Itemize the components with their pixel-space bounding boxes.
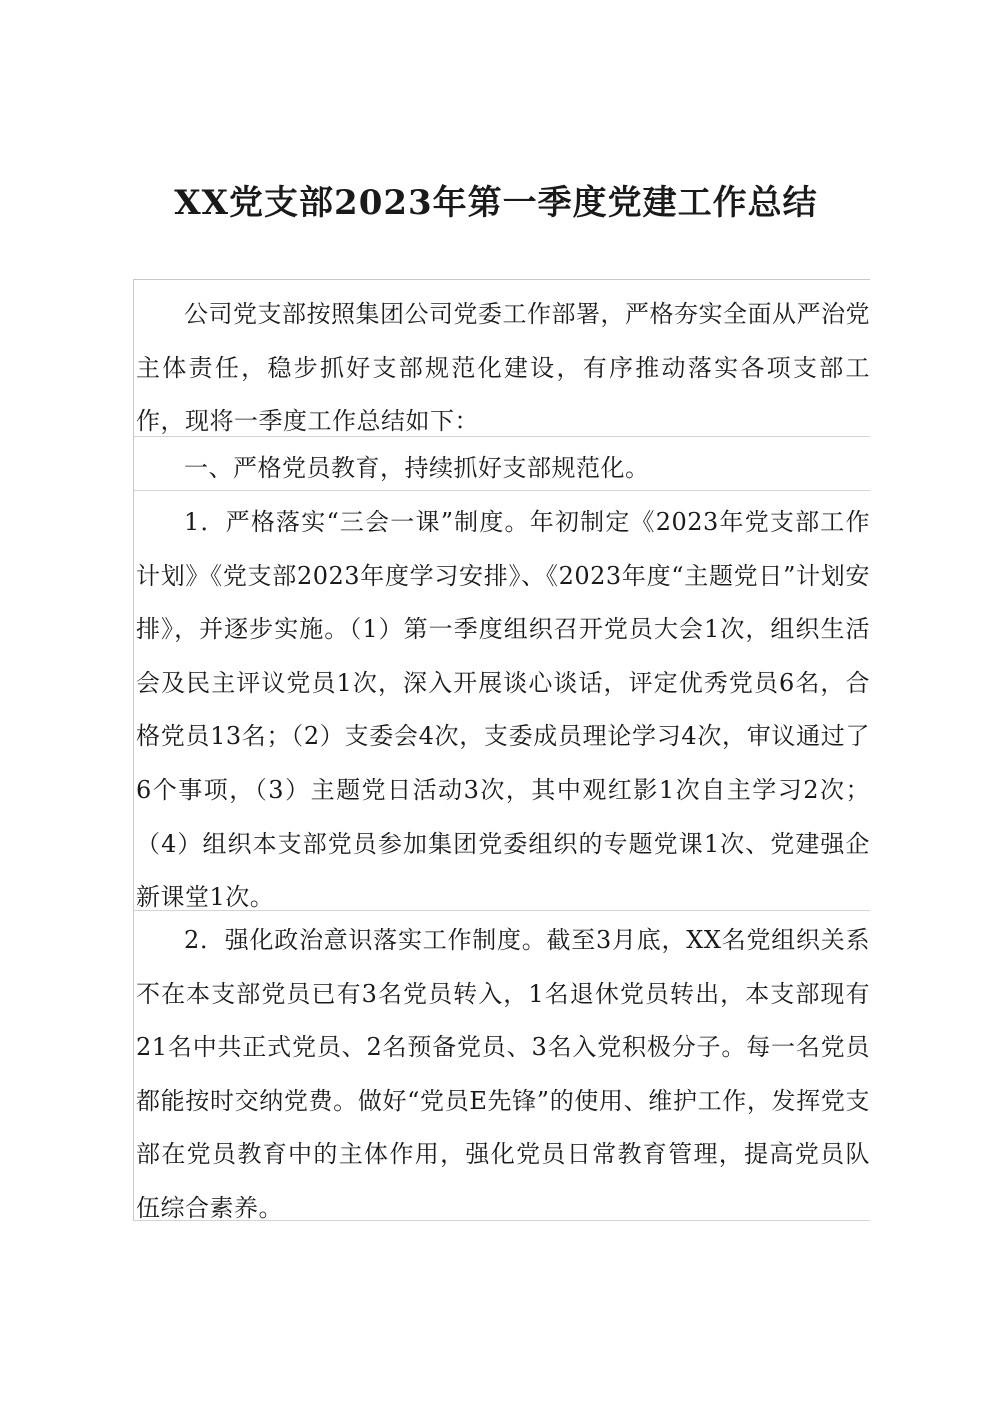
document-title: XX党支部2023年第一季度党建工作总结 [174,183,818,223]
paragraph-divider [134,436,870,437]
item-1-paragraph: 1．严格落实“三会一课”制度。年初制定《2023年党支部工作计划》《党支部2023年度学习安排》、《2023年度“主题党日”计划安排》，并逐步实施。（1）第一季度组织召开党员大会1次，组织生活会及民主评议党员1次，深入开展谈心谈话，评定优秀党员6名，合格党员13名；（2）支委会4次，支委成员理论学习4次，审议通过了6个事项，（3）主题党日活动3次，其中观红影1次自主学习2次；（4）组织本支部党员参加集团党委组织的专题党课1次、党建强企新课堂1次。 [136,508,870,912]
item-2-paragraph: 2．强化政治意识落实工作制度。截至3月底，XX名党组织关系不在本支部党员已有3名党员转入，1名退休党员转出，本支部现有21名中共正式党员、2名预备党员、3名入党积极分子。每一名党员都能按时交纳党费。做好“党员E先锋”的使用、维护工作，发挥党支部在党员教育中的主体作用，强化党员日常教育管理，提高党员队伍综合素养。 [136,926,870,1222]
document-body [133,279,870,1221]
intro-paragraph: 公司党支部按照集团公司党委工作部署，严格夯实全面从严治党主体责任，稳步抓好支部规范化建设，有序推动落实各项支部工作，现将一季度工作总结如下： [136,300,870,436]
paragraph-divider [134,490,870,491]
paragraph-divider [134,1220,870,1221]
paragraph-divider [134,910,870,911]
section-heading: 一、严格党员教育，持续抓好支部规范化。 [184,454,650,482]
